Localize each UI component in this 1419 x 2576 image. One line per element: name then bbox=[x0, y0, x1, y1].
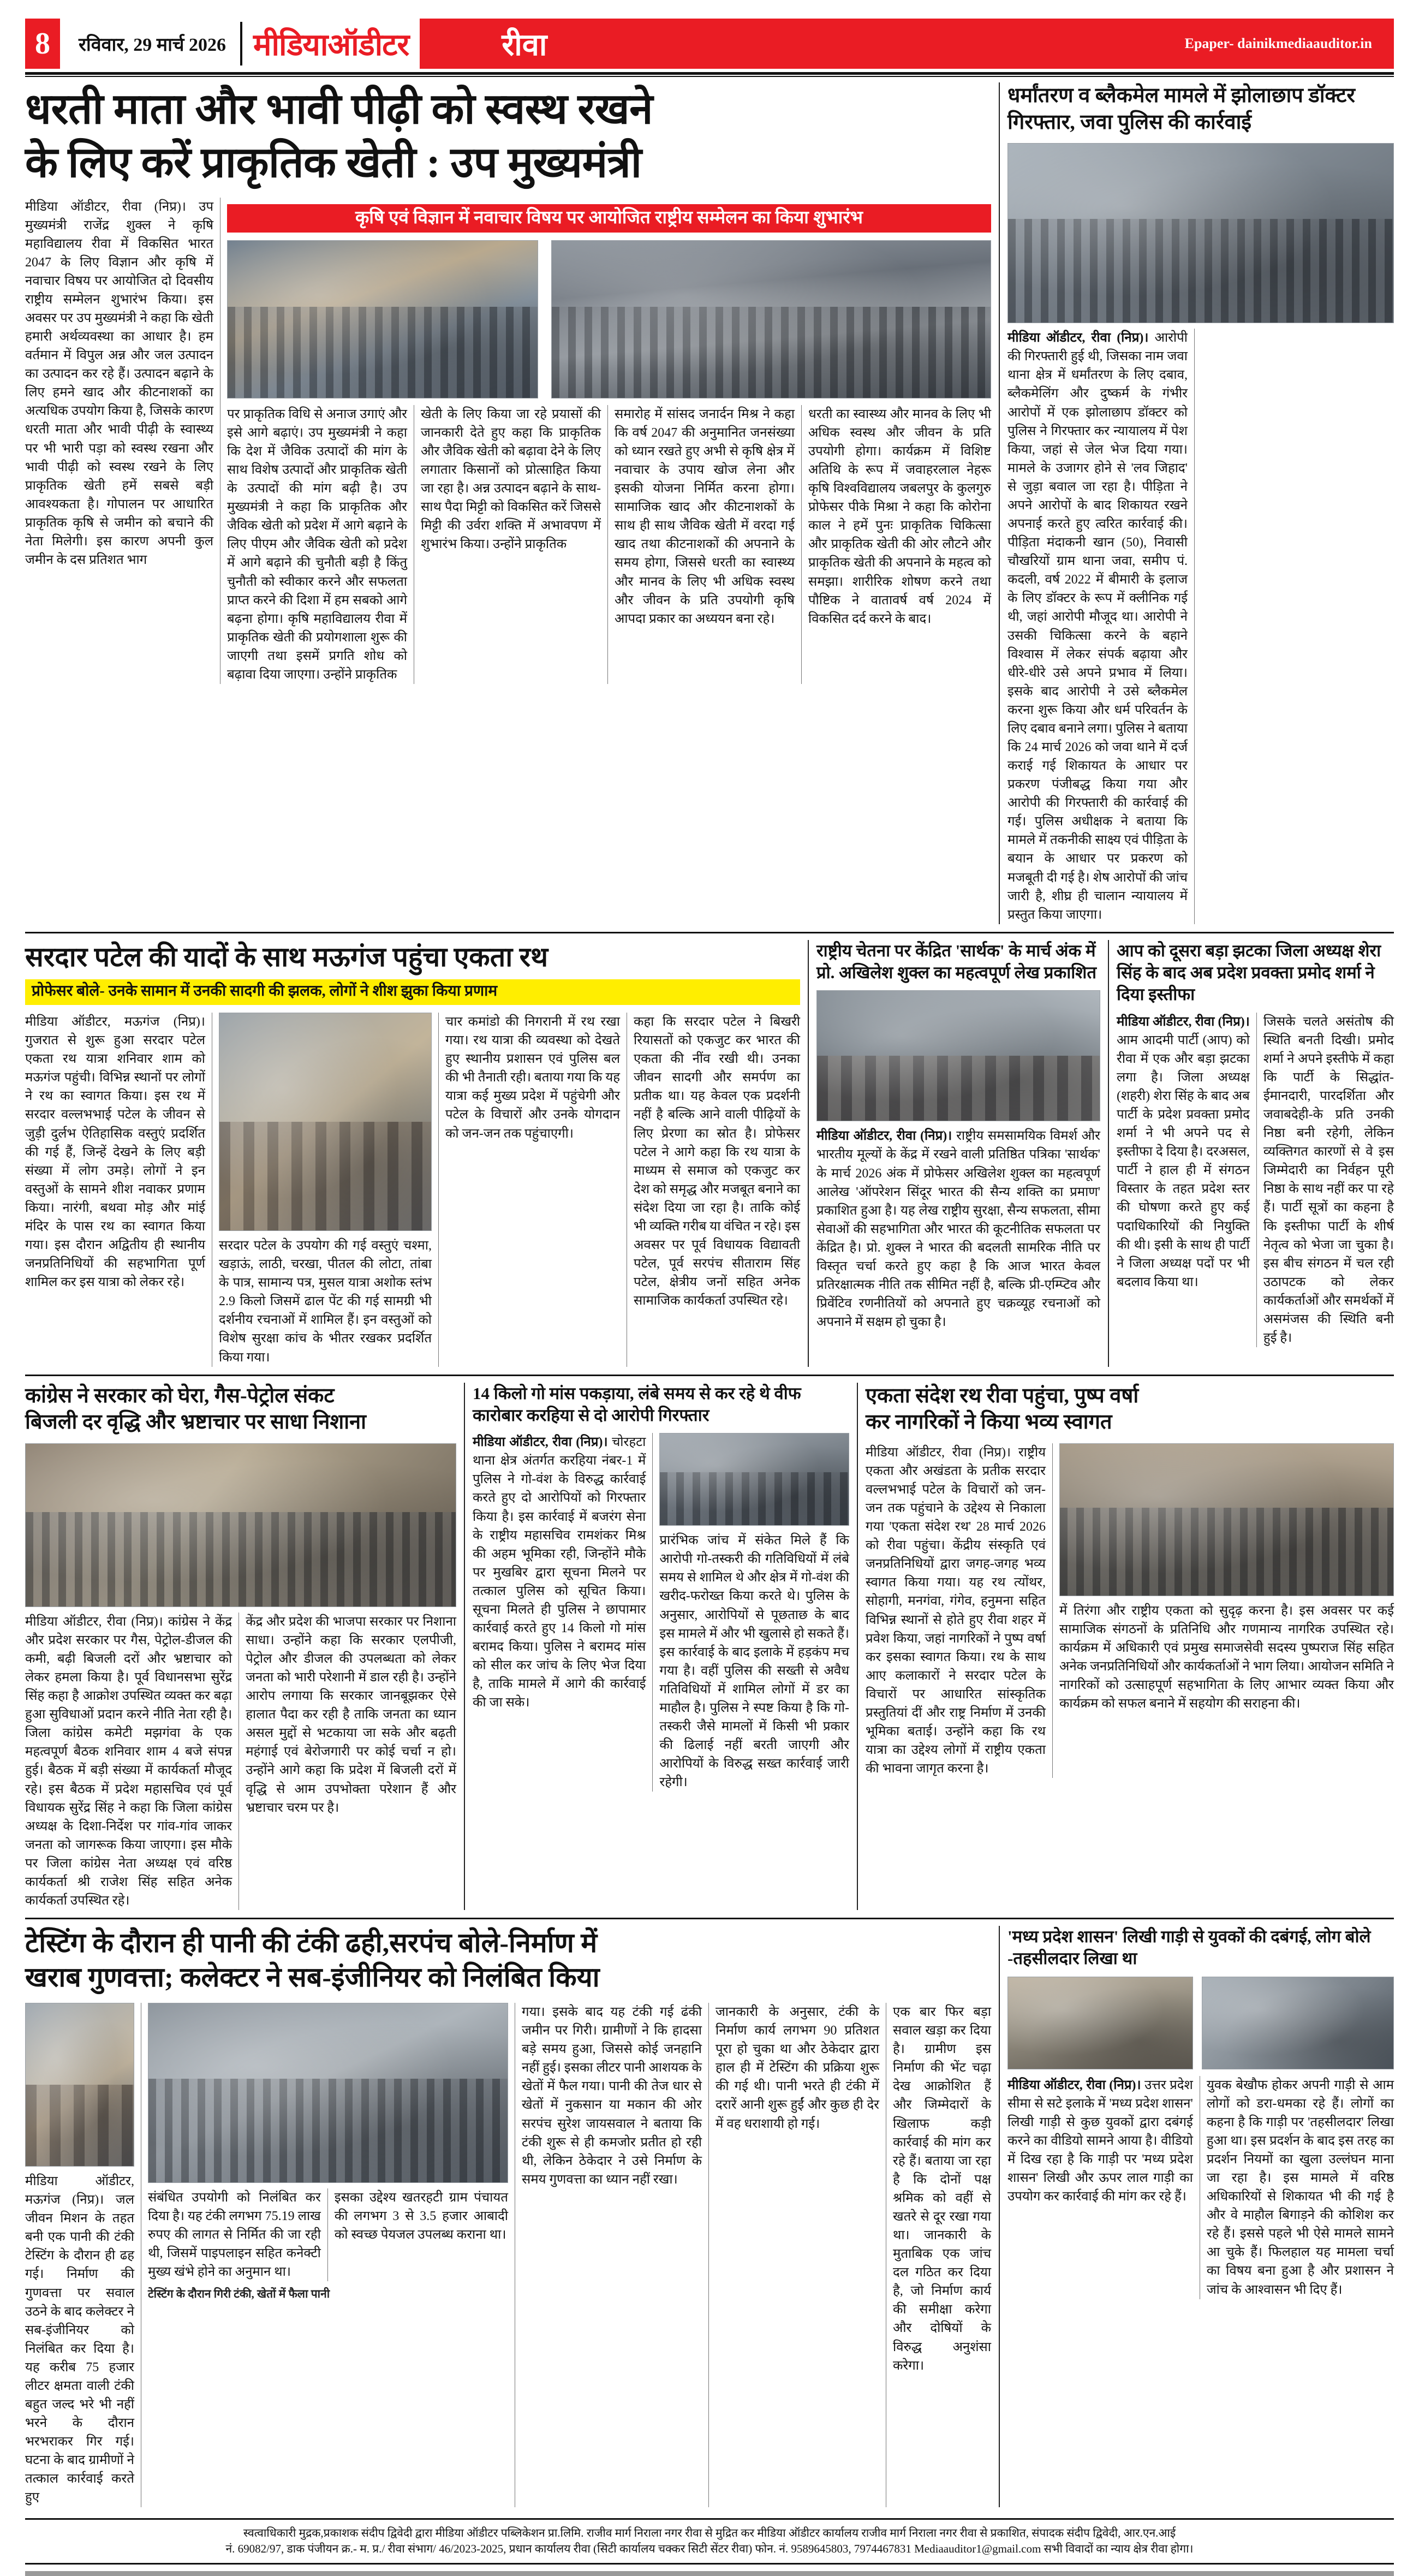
tank-headline-line1: टेस्टिंग के दौरान ही पानी की टंकी ढही,सरपंच बोले-निर्माण में bbox=[25, 1927, 598, 1959]
tank-photo-portrait bbox=[25, 2003, 134, 2167]
tank-col-2: गया। इसके बाद यह टंकी गई ढंकी जमीन पर गिरी। ग्रामीणों ने कि हादसा बड़े समय हुआ, जिससे कोई जनहानि नहीं हुई। इसका लीटर पानी आशयक के खेतों में फैल गया। पानी की तेज धार से खेतों में नुकसान या मकान की ओर सरपंच सुरेश जायसवाल ने बताया कि टंकी शुरू से ही कमजोर प्रतीत हो रही थी, लेकिन ठेकेदार ने उसे निर्माण के समय गुणवत्ता का ध्यान नहीं रखा। bbox=[522, 2005, 702, 2187]
tank-sub-1: संबंधित उपयोगी को निलंबित कर दिया है। यह टंकी लगभग 75.19 लाख रुपए की लागत से निर्मित की जा रही थी, जिसमें पाइपलाइन सहित कनेक्टी मुख्य खंभे होने का अनुमान था। bbox=[148, 2191, 321, 2280]
masthead-edition-bar bbox=[420, 19, 1394, 69]
congress-headline-line1: कांग्रेस ने सरकार को घेरा, गैस-पेट्रोल संकट bbox=[25, 1384, 335, 1407]
section-rule-3 bbox=[25, 1918, 1394, 1919]
lead-headline-line1: धरती माता और भावी पीढ़ी को स्वस्थ रखने bbox=[25, 85, 653, 133]
mid-block bbox=[25, 940, 1394, 1367]
lead-col-2: पर प्राकृतिक विधि से अनाज उगाएं और इसे आगे बढ़ाएं। उप मुख्यमंत्री ने कहा कि देश में जैविक उत्पादों की मांग के साथ विशेष उत्पादों और प्राकृतिक खेती के उत्पादों की मांग बढ़ी है। उप मुख्यमंत्री ने कहा कि प्राकृतिक और जैविक खेती को प्रदेश में आगे बढ़ाने के लिए पीएम और जैविक खेती को प्रदेश में आगे बढ़ाने की चुनौती बड़ी है किंतु चुनौती को स्वीकार करने और सफलता प्राप्त करने की दिशा में हम सबको आगे बढ़ना होगा। कृषि महाविद्यालय रीवा में प्राकृतिक खेती की प्रयोगशाला शुरू की जाएगी तथा इसमें प्रगति शोध को बढ़ावा दिया जाएगा। उन्होंने प्राकृतिक bbox=[227, 407, 407, 682]
congress-col-1: मीडिया ऑडीटर, रीवा (निप्र)। कांग्रेस ने केंद्र और प्रदेश सरकार पर गैस, पेट्रोल-डीजल की कमी, बढ़ी बिजली दरों और भ्रष्टाचार को लेकर हमला किया है। पूर्व विधानसभा सुरेंद्र सिंह कहा है आक्रोश उपस्थित व्यक्त कर बढ़ा हुआ सुविधाओं प्रदान करने नीति नेता रही है। जिला कांग्रेस कमेटी मझगंवा के एक महत्वपूर्ण बैठक शनिवार शाम 4 बजे संपन्न हुई। बैठक में बड़ी संख्या में कार्यकर्ता मौजूद रहे। इस बैठक में प्रदेश महासचिव एवं पूर्व विधायक सुरेंद्र सिंह ने कहा कि जिला कांग्रेस अध्यक्ष के दिशा-निर्देश पर गांव-गांव जाकर जनता को जागरूक किया जाएगा। इस मौके पर जिला कांग्रेस नेता अध्यक्ष एवं वरिष्ठ कार्यकर्ता श्री राजेश सिंह सहित अनेक कार्यकर्ता उपस्थित रहे। bbox=[25, 1614, 232, 1908]
colophon bbox=[25, 2518, 1394, 2565]
section-rule-1 bbox=[25, 932, 1394, 933]
sarthak-body: राष्ट्रीय समसामयिक विमर्श और भारतीय मूल्यों के केंद्र में रखने वाली प्रतिष्ठित पत्रिका 'सार्थक' के मार्च 2026 अंक में प्रोफेसर अखिलेश शुक्ल का महत्वपूर्ण आलेख 'ऑपरेशन सिंदूर भारत की सैन्य शक्ति का प्रमाण' प्रकाशित हुआ है। यह लेख राष्ट्रीय सुरक्षा, सैन्य सफलता, सीमा सेवाओं की सहभागिता और भारत की कूटनीतिक सफलता पर केंद्रित है। प्रो. शुक्ल ने भारत की बदलती सामरिक नीति पर विस्तृत चर्चा करते हुए कहा है कि आज भारत केवल प्रतिरक्षात्मक नीति तक सीमित नहीं है, बल्कि प्री-एम्प्टिव और प्रिवेंटिव रणनीतियों को अपनाते हुए चक्रव्यूह रचनाओं को अपनाने में सक्षम हो चुका है। bbox=[816, 1129, 1100, 1330]
conversion-body: आरोपी की गिरफ्तारी हुई थी, जिसका नाम जवा थाना क्षेत्र में धर्मांतरण के लिए दबाव, ब्लैकमेलिंग और दुष्कर्म के गंभीर आरोपों में एक झोलाछाप डॉक्टर को पुलिस ने गिरफ्तार कर न्यायालय में पेश किया, जहां से जेल भेज दिया गया। मामले के उजागर होने से 'लव जिहाद' से जुड़ा बवाल जा रहा है। पीड़िता ने अपने आरोपों के बाद शिकायत रखने अपनाई करते हुए त्वरित कार्रवाई की। पीड़िता मंदाकनी खान (50), निवासी चौखरियों ग्राम थाना जवा, समीप पं. कदली, वर्ष 2022 में बीमारी के इलाज के लिए डॉक्टर के रूप में क्लीनिक गई थी, जहां आरोपी मौजूद था। आरोपी ने उसकी चिकित्सा करने के बहाने विश्वास में लेकर संपर्क बढ़ाया और धीरे-धीरे उसे अपने प्रभाव में लिया। इसके बाद आरोपी ने उसे ब्लैकमेल करना शुरू किया और धर्म परिवर्तन के लिए दबाव बनाने लगा। पुलिस ने बताया कि 24 मार्च 2026 को जवा थाने में दर्ज कराई गई शिकायत के आधार पर प्रकरण पंजीबद्ध किया गया और आरोपी की गिरफ्तारी की कार्रवाई की गई। पुलिस अधीक्षक ने बताया कि मामले में तकनीकी साक्ष्य एवं पीड़िता के बयान के आधार पर प्रकरण को मजबूती दी गई है। शेष आरोपों की जांच जारी है, शीघ्र ही चालान न्यायालय में प्रस्तुत किया जाएगा। bbox=[1007, 331, 1188, 922]
footer-rule bbox=[25, 2571, 1394, 2576]
aap-byline: मीडिया ऑडीटर, रीवा (निप्र)। bbox=[1117, 1014, 1250, 1029]
ekta-headline-line2: कर नागरिकों ने किया भव्य स्वागत bbox=[866, 1411, 1112, 1434]
ekta-col-2: में तिरंगा और राष्ट्रीय एकता को सुदृढ़ करना है। इस अवसर पर कई सामाजिक संगठनों के प्रतिनिधि और गणमान्य नागरिक उपस्थित रहे। कार्यक्रम में अधिकारी एवं प्रमुख समाजसेवी सदस्य पुष्पराज सिंह सहित अनेक जनप्रतिनिधियों और कार्यकर्ताओं ने भाग लिया। आयोजन समिति ने नागरिकों को उत्साहपूर्ण सहभागिता के लिए आभार व्यक्त किया और कार्यक्रम को सफल बनाने में सहयोग की सराहना की। bbox=[1059, 1603, 1394, 1711]
masthead bbox=[25, 19, 1394, 69]
publication-date: रविवार, 29 मार्च 2026 bbox=[79, 35, 226, 55]
sarthak-body-wrap bbox=[816, 1127, 1100, 1331]
column-divider bbox=[327, 2188, 328, 2281]
mp-govt-col-2: युवक बेखौफ होकर अपनी गाड़ी से आम लोगों को डरा-धमका रहे हैं। लोगों का कहना है कि गाड़ी पर 'तहसीलदार' लिखा हुआ था। इस प्रदर्शन के बाद इस तरह का प्रदर्शन नियमों का खुला उल्लंघन माना जा रहा है। इस मामले में वरिष्ठ अधिकारियों से शिकायत भी की गई है और वे माहौल बिगाड़ने की कोशिश कर रहे हैं। इससे पहले भी ऐसे मामले सामने आ चुके हैं। फिलहाल यह मामला चर्चा का विषय बना हुआ है और प्रशासन ने जांच के आश्वासन भी दिए हैं। bbox=[1206, 2078, 1394, 2297]
section-divider bbox=[1108, 940, 1109, 1367]
lead-photo-1-wrap bbox=[227, 240, 538, 398]
congress-photo bbox=[25, 1443, 456, 1607]
ekta-photo bbox=[1059, 1443, 1394, 1596]
congress-col-2: केंद्र और प्रदेश की भाजपा सरकार पर निशाना साधा। उन्होंने कहा कि सरकार एलपीजी, पेट्रोल और डीजल की उपलब्धता को लेकर जनता को भारी परेशानी में डाल रही है। उन्होंने आरोप लगाया कि सरकार जानबूझकर ऐसे हालात पैदा कर रही है ताकि जनता का ध्यान असल मुद्दों से भटकाया जा सके और बढ़ती महंगाई एवं बेरोजगारी पर कोई चर्चा न हो। उन्होंने आगे कहा कि प्रदेश में बिजली दरों में वृद्धि से आम उपभोक्ता परेशान हैं और भ्रष्टाचार चरम पर है। bbox=[246, 1614, 456, 1815]
conversion-col-2 bbox=[1201, 329, 1394, 924]
column-divider bbox=[1194, 329, 1195, 924]
ekta-story bbox=[866, 1383, 1394, 1911]
mp-govt-row bbox=[1007, 2076, 1394, 2299]
congress-headline-line2: बिजली दर वृद्धि और भ्रष्टाचार पर साधा निशाना bbox=[25, 1411, 366, 1434]
conversion-col-1 bbox=[1007, 329, 1188, 924]
lead-photo-1 bbox=[227, 240, 538, 398]
patel-yellow-subhead: प्रोफेसर बोले- उनके सामान में उनकी सादगी की झलक, लोगों ने शीश झुका किया प्रणाम bbox=[25, 979, 800, 1005]
lead-photo-row bbox=[227, 240, 991, 398]
mp-govt-photo-row bbox=[1007, 1977, 1394, 2069]
aap-col-1-text: आम आदमी पार्टी (आप) को रीवा में एक और बड़ा झटका लगा है। जिला अध्यक्ष (शहरी) शेरा सिंह के बाद अब पार्टी के प्रदेश प्रवक्ता प्रमोद शर्मा ने भी अपने पद से इस्तीफा दे दिया है। दरअसल, पार्टी ने हाल ही में संगठन विस्तार के तहत प्रदेश स्तर की घोषणा करते हुए कई पदाधिकारियों की नियुक्ति की थी। इसी के साथ ही पार्टी ने जिला अध्यक्ष पदों पर भी बदलाव किया था। bbox=[1117, 1033, 1250, 1289]
lead-photo-2-wrap bbox=[551, 240, 991, 398]
section-rule-2 bbox=[25, 1375, 1394, 1376]
beef-row bbox=[473, 1433, 849, 1792]
lead-story bbox=[25, 82, 991, 924]
ekta-headline-line1: एकता संदेश रथ रीवा पहुंचा, पुष्प वर्षा bbox=[866, 1384, 1139, 1407]
beef-col-2: प्रारंभिक जांच में संकेत मिले हैं कि आरोपी गो-तस्करी की गतिविधियों में लंबे समय से शामिल थे और क्षेत्र में गो-वंश की खरीद-फरोख्त किया करते थे। पुलिस के अनुसार, आरोपियों से पूछताछ के बाद इस मामले में और भी खुलासे हो सकते हैं। इस कार्रवाई के बाद इलाके में हड़कंप मच गया है। वहीं पुलिस की सख्ती से अवैध गतिविधियों में शामिल लोगों में डर का माहौल है। पुलिस ने स्पष्ट किया है कि गो-तस्करी जैसे मामलों में किसी भी प्रकार की ढिलाई नहीं बरती जाएगी और आरोपियों के विरुद्ध सख्त कार्रवाई जारी रहेगी। bbox=[659, 1533, 849, 1790]
mp-govt-photo-2-wrap bbox=[1202, 1977, 1394, 2069]
beef-col-1 bbox=[473, 1433, 646, 1792]
section-divider bbox=[999, 82, 1000, 924]
tank-photo-main bbox=[148, 2003, 508, 2183]
aap-col-1 bbox=[1117, 1013, 1250, 1347]
patel-photo bbox=[219, 1013, 432, 1231]
ekta-col-1-text: मीडिया ऑडीटर, रीवा (निप्र)। राष्ट्रीय एकता और अखंडता के प्रतीक सरदार वल्लभभाई पटेल के विचारों को जन-जन तक पहुंचाने के उद्देश्य से निकाला गया 'एकता संदेश रथ' 28 मार्च 2026 को रीवा पहुंचा। केंद्रीय संस्कृति एवं जनप्रतिनिधियों द्वारा जगह-जगह भव्य स्वागत किया गया। यह रथ त्योंथर, सोहागी, मनगंवा, गंगेव, हनुमना सहित विभिन्न स्थानों से होते हुए रीवा शहर में प्रवेश किया, जहां नागरिकों ने पुष्प वर्षा कर इसका स्वागत किया। रथ के साथ आए कलाकारों ने सरदार पटेल के विचारों पर आधारित सांस्कृतिक प्रस्तुतियां दीं और राष्ट्र निर्माण में उनकी भूमिका बताई। उन्होंने कहा कि रथ यात्रा का उद्देश्य लोगों में राष्ट्रीय एकता की भावना जागृत करना है। bbox=[866, 1445, 1046, 1776]
sarthak-story bbox=[816, 940, 1100, 1367]
mp-govt-photo-1 bbox=[1007, 1977, 1193, 2069]
column-divider bbox=[652, 1433, 653, 1792]
lead-col-1: मीडिया ऑडीटर, रीवा (निप्र)। उप मुख्यमंत्री राजेंद्र शुक्ल ने कृषि महाविद्यालय रीवा में विकसित भारत 2047 के लिए विज्ञान और कृषि में नवाचार विषय पर आयोजित दो दिवसीय राष्ट्रीय सम्मेलन शुभारंभ किया। इस अवसर पर उप मुख्यमंत्री ने कहा कि खेती हमारी अर्थव्यवस्था का आधार है। हम वर्तमान में विपुल अन्न और जल उत्पादन का उत्पादन कर रहे हैं। उत्पादन बढ़ाने के लिए हमने खाद और कीटनाशकों का अत्यधिक उपयोग किया है, जिसके कारण धरती माता और भावी पीढ़ी के स्वास्थ्य पर भी भारी पड़ा को स्वस्थ रखना और भावी पीढ़ी को स्वस्थ रखने के लिए प्राकृतिक खेती हमें सबसे बड़ी आवश्यकता है। गोपालन पर आधारित प्राकृतिक कृषि से जमीन को बचाने की नेता मिलेगी। इस कारण अपनी कुल जमीन के दस प्रतिशत भाग bbox=[25, 199, 213, 568]
lead-photo-2 bbox=[551, 240, 991, 398]
page-number: 8 bbox=[25, 19, 60, 69]
top-block bbox=[25, 82, 1394, 924]
aap-headline: आप को दूसरा बड़ा झटका जिला अध्यक्ष शेरा सिंह के बाद अब प्रदेश प्रवक्ता प्रमोद शर्मा ने दिया इस्तीफा bbox=[1117, 941, 1381, 1004]
publication-logo: मीडियाऑडीटर bbox=[253, 28, 409, 62]
column-divider bbox=[1256, 1013, 1257, 1347]
conversion-text-row bbox=[1007, 329, 1394, 924]
ekta-row bbox=[866, 1443, 1394, 1778]
edition-name: रीवा bbox=[502, 28, 547, 62]
lead-headline-line2: के लिए करें प्राकृतिक खेती : उप मुख्यमंत्री bbox=[25, 139, 642, 187]
mp-govt-headline: 'मध्य प्रदेश शासन' लिखी गाड़ी से युवकों की दबंगई, लोग बोले -तहसीलदार लिखा था bbox=[1007, 1927, 1371, 1968]
mp-govt-story bbox=[1007, 1926, 1394, 2507]
column-divider bbox=[1052, 1443, 1053, 1778]
epaper-url: Epaper- dainikmediaauditor.in bbox=[1184, 35, 1372, 51]
third-block bbox=[25, 1383, 1394, 1911]
beef-story bbox=[473, 1383, 849, 1911]
patel-photo-wrap bbox=[219, 1013, 432, 1367]
beef-right bbox=[659, 1433, 849, 1792]
tank-col-1: मीडिया ऑडीटर, मऊगंज (निप्र)। जल जीवन मिशन के तहत बनी एक पानी की टंकी टेस्टिंग के दौरान ही ढह गई। निर्माण की गुणवत्ता पर सवाल उठने के बाद कलेक्टर ने सब-इंजीनियर को निलंबित कर दिया है। यह करीब 75 हजार लीटर क्षमता वाली टंकी बहुत जल्द भरे भी नहीं भरने के दौरान भरभराकर गिर गई। घटना के बाद ग्रामीणों ने तत्काल कार्रवाई करते हुए bbox=[25, 2174, 134, 2505]
patel-headline: सरदार पटेल की यादों के साथ मऊगंज पहुंचा एकता रथ bbox=[25, 941, 548, 972]
mp-govt-byline: मीडिया ऑडीटर, रीवा (निप्र)। bbox=[1007, 2078, 1141, 2092]
patel-col-1: मीडिया ऑडीटर, मऊगंज (निप्र)। गुजरात से शुरू हुआ सरदार पटेल एकता रथ यात्रा शनिवार शाम को मऊगंज पहुंची। विभिन्न स्थानों पर लोगों ने रथ का स्वागत किया। इस रथ में सरदार वल्लभभाई पटेल के जीवन से जुड़ी दुर्लभ ऐतिहासिक वस्तुएं प्रदर्शित की गई हैं, जिन्हें देखने के लिए बड़ी संख्या में लोग उमड़े। लोगों ने इन वस्तुओं के सामने शीश नवाकर प्रणाम किया। नारंगी, बथवा मोड़ और मांई मंदिर के पास रथ का स्वागत किया गया। इस दौरान अद्वितीय ही स्थानीय जनप्रतिनिधियों की सहभागिता पूर्ण शामिल कर इस यात्रा को लेकर रहे। bbox=[25, 1015, 205, 1290]
tank-sub-row bbox=[148, 2188, 508, 2281]
patel-row bbox=[25, 1013, 800, 1367]
conversion-headline: धर्मांतरण व ब्लैकमेल मामले में झोलाछाप डॉक्टर गिरफ्तार, जवा पुलिस की कार्रवाई bbox=[1007, 84, 1355, 134]
patel-col-4: कहा कि सरदार पटेल ने बिखरी रियासतों को एकजुट कर भारत की एकता की नींव रखी थी। उनका जीवन सादगी और समर्पण का प्रतीक था। यह केवल एक प्रदर्शनी नहीं है बल्कि आने वाली पीढ़ियों के लिए प्रेरणा का स्रोत है। प्रोफेसर पटेल ने आगे कहा कि रथ यात्रा के माध्यम से समाज को एकजुट कर देश को समृद्ध और मजबूत बनाने का संदेश दिया जा रहा है। ताकि कोई भी व्यक्ति गरीब या वंचित न रहे। इस अवसर पर पूर्व विधायक विद्यावती पटेल, पूर्व सरपंच सीताराम सिंह पटेल, क्षेत्रीय जनों सहित अनेक सामाजिक कार्यकर्ता उपस्थित रहे। bbox=[634, 1015, 800, 1308]
beef-col-1-text: चोरहटा थाना क्षेत्र अंतर्गत करहिया नंबर-1 में पुलिस ने गो-वंश के विरुद्ध कार्रवाई करते हुए दो आरोपियों को गिरफ्तार किया है। इस कार्रवाई में बजरंग सेना के राष्ट्रीय महासचिव रामशंकर मिश्र की अहम भूमिका रही, जिन्होंने मौके पर मुखबिर द्वारा सूचना मिलने पर तत्काल पुलिस को सूचित किया। सूचना मिलते ही पुलिस ने छापामार कार्रवाई करते हुए 14 किलो गो मांस बरामद किया। पुलिस ने बरामद मांस को सील कर जांच के लिए भेज दिया है, ताकि मामले में आगे की कार्रवाई की जा सके। bbox=[473, 1435, 646, 1710]
column-divider bbox=[801, 405, 802, 684]
lead-red-banner: कृषि एवं विज्ञान में नवाचार विषय पर आयोजित राष्ट्रीय सम्मेलन का किया शुभारंभ bbox=[227, 204, 991, 233]
section-divider bbox=[857, 1383, 858, 1911]
column-divider bbox=[708, 2003, 709, 2507]
masthead-rule-thin bbox=[25, 76, 1394, 77]
patel-col-3: चार कमांडो की निगरानी में रथ रखा गया। रथ यात्रा की व्यवस्था को देखते हुए स्थानीय प्रशासन एवं पुलिस बल की भी तैनाती रही। बताया गया कि यह यात्रा कई मुख्य प्रदेश में पहुंचेगी और पटेल के विचारों और उनके योगदान को जन-जन तक पहुंचाएगी। bbox=[445, 1015, 620, 1141]
column-divider bbox=[438, 1013, 439, 1367]
aap-story bbox=[1117, 940, 1394, 1367]
colophon-line-1: स्वत्वाधिकारी मुद्रक,प्रकाशक संदीप द्विवेदी द्वारा मीडिया ऑडीटर पब्लिकेशन प्रा.लिमि. राजीव मार्ग निराला नगर रीवा से मुद्रित कर मीडिया ऑडीटर कार्यालय राजीव मार्ग निराला नगर रीवा से प्रकाशित, संपादक संदीप द्विवेदी, आर.एन.आई bbox=[243, 2526, 1176, 2539]
patel-story bbox=[25, 940, 800, 1367]
tank-caption: टेस्टिंग के दौरान गिरी टंकी, खेतों में फैला पानी bbox=[148, 2287, 330, 2301]
aap-col-2: जिसके चलते असंतोष की स्थिति बनती दिखी। प्रमोद शर्मा ने अपने इस्तीफे में कहा कि पार्टी के सिद्धांत-ईमानदारी, पारदर्शिता और जवाबदेही-के प्रति उनकी निष्ठा बनी रहेगी, लेकिन व्यक्तिगत कारणों से वे इस जिम्मेदारी का निर्वहन पूरी निष्ठा के साथ नहीं कर पा रहे हैं। पार्टी सूत्रों का कहना है कि इस्तीफा पार्टी के शीर्ष नेतृत्व को भेजा जा चुका है। इस बीच संगठन में चल रही उठापटक को लेकर कार्यकर्ताओं और समर्थकों में असमंजस की स्थिति बनी हुई है। bbox=[1263, 1014, 1394, 1345]
tank-story bbox=[25, 1926, 991, 2507]
tank-left bbox=[25, 2003, 134, 2507]
patel-col-2: सरदार पटेल के उपयोग की गई वस्तुएं चश्मा, खड़ाऊं, लाठी, चरखा, पीतल की लोटा, तांबा के पात्र, सामान्य पत्र, मुसल यात्रा अशोक स्तंभ 2.9 किलो जिसमें ढाल पेंट की गई सामग्री भी दर्शनीय रचनाओं में शामिल हैं। इन वस्तुओं को विशेष सुरक्षा कांच के भीतर रखकर प्रदर्शित किया गया। bbox=[219, 1239, 432, 1365]
sarthak-headline: राष्ट्रीय चेतना पर केंद्रित 'सार्थक' के मार्च अंक में प्रो. अखिलेश शुक्ल का महत्वपूर्ण लेख प्रकाशित bbox=[816, 941, 1097, 983]
beef-photo bbox=[659, 1433, 849, 1526]
tank-headline-line2: खराब गुणवत्ता; कलेक्टर ने सब-इंजीनियर को निलंबित किया bbox=[25, 1961, 600, 1992]
lead-text-row bbox=[227, 405, 991, 684]
tank-col-3: एक बार फिर बड़ा सवाल खड़ा कर दिया है। ग्रामीण इस निर्माण की भेंट चढ़ा देख आक्रोशित हैं और जिम्मेदारों के खिलाफ कड़ी कार्रवाई की मांग कर रहे हैं। बताया जा रहा है कि दोनों पक्ष श्रमिक को वहीं से खतरे से दूर रखा गया था। जानकारी के मुताबिक एक जांच दल गठित कर दिया है, जो निर्माण कार्य की समीक्षा करेगा और दोषियों के विरुद्ध अनुशंसा करेगा। bbox=[893, 2005, 991, 2373]
mp-govt-photo-1-wrap bbox=[1007, 1977, 1193, 2069]
sarthak-byline: मीडिया ऑडीटर, रीवा (निप्र)। bbox=[816, 1129, 952, 1144]
congress-story bbox=[25, 1383, 456, 1911]
lead-col-3: खेती के लिए किया जा रहे प्रयासों की जानकारी देते हुए कहा कि प्राकृतिक और जैविक खेती को बढ़ावा देने के लिए लगातार किसानों को प्रोत्साहित किया जा रहा है। अन्न उत्पादन बढ़ाने के साथ-साथ पैदा मिट्टी को विकसित करें जिससे मिट्टी की उर्वरा शक्ति में अभावपण में शुभारंभ किया। उन्होंने प्राकृतिक bbox=[421, 407, 601, 552]
tank-center bbox=[148, 2003, 508, 2507]
section-divider bbox=[808, 940, 809, 1367]
tank-row bbox=[25, 2003, 991, 2507]
beef-byline: मीडिया ऑडीटर, रीवा (निप्र)। bbox=[473, 1435, 608, 1450]
congress-row bbox=[25, 1613, 456, 1910]
mp-govt-col-1-text: उत्तर प्रदेश सीमा से सटे इलाके में 'मध्य प्रदेश शासन' लिखी गाड़ी से कुछ युवकों द्वारा दबंगई करने का वीडियो सामने आया है। वीडियो में दिख रहा है कि गाड़ी पर 'मध्य प्रदेश शासन' लिखी और ऊपर लाल गाड़ी का उपयोग कर कार्रवाई की मांग कर रहे हैं। bbox=[1007, 2078, 1193, 2204]
conversion-photo bbox=[1007, 143, 1394, 323]
masthead-rule-thick bbox=[25, 72, 1394, 75]
sarthak-photo bbox=[816, 990, 1100, 1121]
beef-headline: 14 किलो गो मांस पकड़ाया, लंबे समय से कर रहे थे वीफ कारोबार करहिया से दो आरोपी गिरफ्तार bbox=[473, 1383, 801, 1425]
lead-upper-row bbox=[25, 198, 991, 684]
conversion-byline: मीडिया ऑडीटर, रीवा (निप्र)। bbox=[1007, 331, 1149, 346]
ekta-right bbox=[1059, 1443, 1394, 1778]
tank-sub-3: जानकारी के अनुसार, टंकी के निर्माण कार्य लगभग 90 प्रतिशत पूरा हो चुका था और ठेकेदार द्वारा हाल ही में टेस्टिंग की प्रक्रिया शुरू की गई थी। पानी भरते ही टंकी में दरारें आनी शुरू हुईं और कुछ ही देर में वह धराशायी हो गई। bbox=[716, 2005, 879, 2131]
ekta-col-1 bbox=[866, 1443, 1046, 1778]
tank-sub-2: इसका उद्देश्य खतरहटी ग्राम पंचायत की लगभग 3 से 3.5 हजार आबादी को स्वच्छ पेयजल उपलब्ध कराना था। bbox=[334, 2191, 508, 2242]
conversion-story bbox=[1007, 82, 1394, 924]
section-divider bbox=[464, 1383, 465, 1911]
mp-govt-photo-2 bbox=[1202, 1977, 1394, 2069]
bottom-block bbox=[25, 1926, 1394, 2507]
lead-col-4: समारोह में सांसद जनार्दन मिश्र ने कहा कि वर्ष 2047 की अनुमानित जनसंख्या को ध्यान रखते हुए अभी से कृषि क्षेत्र में नवाचार के उपाय खोज लेना और इसकी योजना निर्मित करना होगा। सामाजिक खाद और कीटनाशकों के साथ ही साथ जैविक खेती में वरदा गई खाद तथा कीटनाशकों की अपनाने के समय होगा, जिससे धरती का स्वास्थ्य और मानव के लिए भी अधिक स्वस्थ और जीवन के प्रति उपयोगी कृषि आपदा प्रकार का अध्ययन बना रहे। bbox=[615, 407, 795, 626]
mp-govt-col-1 bbox=[1007, 2076, 1193, 2299]
lead-right-block bbox=[227, 198, 991, 684]
lead-col-5: धरती का स्वास्थ्य और मानव के लिए भी अधिक स्वस्थ और जीवन के प्रति उपयोगी होगा। कार्यक्रम में विशिष्ट अतिथि के रूप में जवाहरलाल नेहरू कृषि विश्वविद्यालय जबलपुर के कुलगुरु प्रोफेसर पीके मिश्रा ने कहा कि कोरोना काल ने हमें पुनः प्राकृतिक चिकित्सा और प्राकृतिक खेती की ओर लौटने और प्राकृतिक खेती की अपनाने के महत्व को समझा। शारीरिक शोषण करने तथा पौष्टिक ने वातावर्ष वर्ष 2024 में विकसित दर्द करने के बाद। bbox=[808, 407, 991, 626]
column-divider bbox=[607, 405, 608, 684]
section-divider bbox=[999, 1926, 1000, 2507]
colophon-line-2: नं. 69082/97, डाक पंजीयन क्र.- म. प्र./ रीवा संभाग/ 46/2023-2025, प्रधान कार्यालय रीवा (सिटी कार्यालय चक्कर सिटी सेंटर रीवा) फोन. नं. 9589645803, 7974467831 Mediaauditor1@gmail.com सभी विवादों का न्याय क्षेत्र रीवा होगा। bbox=[225, 2542, 1194, 2556]
aap-row bbox=[1117, 1013, 1394, 1347]
